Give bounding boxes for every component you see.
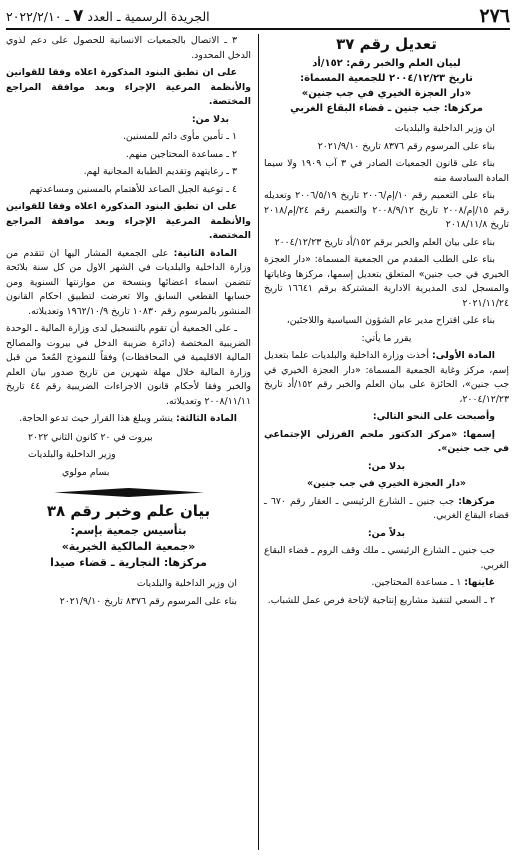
notice-37-subtitle-2: تاريخ ٢٠٠٤/١٢/٢٣ للجمعية المسماة: <box>300 73 473 84</box>
page-header <box>6 4 510 30</box>
request-reference: بناء على الطلب المقدم من الجمعية المسماة: «دار العجزة الخيري في جب جنين» المتعلق بتعديل إسمها، مركزها وغاياتها والمسجل لدى المديرية الادارية المشتركة برقم ١٦٦٤١ تاريخ ٢٠٢١/١١/٢٤ <box>264 254 509 309</box>
article-1-text: أخذت وزارة الداخلية والبلديات علما بتعديل إسم، مركز وغاية الجمعية المسماة: «دار العجزة الخيري في جب جنين»، الحائزة على بيان العلم والخبر رقم ١٥٢/أد تاريخ ٢٠٠٤/١٢/٢٣، <box>264 350 509 405</box>
signature-place-date: بيروت في ٢٠ كانون الثاني ٢٠٢٢ <box>28 431 153 443</box>
tax-registration: ـ على الجمعية أن تقوم بالتسجيل لدى وزارة المالية ـ الوحدة الضريبية المختصة (دائرة ضريبة الدخل في بيروت والمصالح المالية الاقليمية في المحافظات) وفقاً للنموذج المُعدّ من قبل وزارة المالية خلال مهلة شهرين من تاريخ صدور بيان العلم والخبر وفقا لأحكام قانون الاجراءات الضريبية رقم ٤٤ تاريخ ٢٠٠٨/١١/١١ وتعديلاته. <box>6 323 251 407</box>
notice-37-subtitle-3: «دار العجزة الخيري في جب جنين» <box>301 88 472 99</box>
notice-38-subtitle-2: «جمعية المالكية الخيرية» <box>61 540 196 553</box>
name-label: إسمها: <box>462 428 495 440</box>
compliance-note-1: على ان تطبق البنود المذكورة اعلاه وفقا للقوانين والأنظمة المرعية الإجراء وبعد موافقة المراجع المختصة. <box>6 67 251 107</box>
old-goal-4: ٤ ـ توعية الجيل الصاعد للأهتمام بالمسنين ومساعدتهم <box>29 183 237 195</box>
law-reference: بناء على قانون الجمعيات الصادر في ٣ آب ١٩٠٩ ولا سيما المادة السادسة منه <box>264 158 509 184</box>
article-2-text: على الجمعية المشار اليها ان تتقدم من وزارة الداخلية والبلديات في الشهر الاول من كل سنة بلائحة تتضمن اسماء اعضائها وبنسخة من موازنتها السنوية ومن حسابها القطعي السابق والا تعرضت لتطبيق احكام القانون المنشور بالمرسوم رقم ١٠٨٣٠ تاريخ ١٩٦٢/١٠/٩ وتعديلاته. <box>6 247 251 317</box>
right-column <box>264 34 509 611</box>
instead-label-2: بدلاً من: <box>367 527 406 539</box>
circular-reference: بناء على التعميم رقم ١٠/إم/٢٠٠٦ تاريخ ٢٠٠٦/٥/١٩ وتعديله رقم ١٥/إم/٢٠٠٨ تاريخ ٢٠٠٨/٩/١٢ والتعميم رقم ٢٤/إم/٢٠١٨ تاريخ ٢٠١٨/١١/٨ <box>264 190 509 230</box>
gazette-title: الجريدة الرسمية ـ العدد <box>87 9 210 24</box>
section-separator <box>6 488 251 497</box>
notice-38-decree-reference: بناء على المرسوم رقم ٨٣٧٦ تاريخ ٢٠٢١/٩/١٠ <box>59 595 237 607</box>
notice-37-subtitle-4: مركزها: جب جنين ـ قضاء البقاع الغربي <box>290 103 483 114</box>
goal-3-continued: ٣ ـ الاتصال بالجمعيات الانسانية للحصول على دعم لذوي الدخل المحدود. <box>6 35 251 61</box>
old-goal-2: ٢ ـ مساعدة المحتاجين منهم. <box>125 148 237 160</box>
instead-label-1: بدلا من: <box>367 460 406 472</box>
article-2-label: المادة الثانية: <box>173 247 237 259</box>
article-1 <box>264 349 509 407</box>
decree-reference: بناء على المرسوم رقم ٨٣٧٦ تاريخ ٢٠٢١/٩/١٠ <box>317 140 495 152</box>
article-1-label: المادة الأولى: <box>432 350 495 361</box>
instead-label-3: بدلا من: <box>191 113 229 125</box>
article-3 <box>6 412 251 427</box>
signature-title: وزير الداخلية والبلديات <box>28 449 116 460</box>
minister-line: ان وزير الداخلية والبلديات <box>394 123 495 134</box>
compliance-note-2: على ان تطبق البنود المذكورة اعلاه وفقا للقوانين والأنظمة المرعية الإجراء وبعد موافقة المراجع المختصة. <box>6 201 251 241</box>
notice-38-minister-line: ان وزير الداخلية والبلديات <box>136 578 237 589</box>
hq-value: جب جنين ـ الشارع الرئيسي ـ العقار رقم ٦٧٠ ـ قضاء البقاع الغربي. <box>264 495 509 521</box>
notice-38-subtitle-3: مركزها: النجارية ـ قضاء صيدا <box>50 556 207 569</box>
separator-ornament-icon <box>54 488 204 497</box>
new-name <box>264 428 509 457</box>
notice-38-title: بيان علم وخبر رقم ٣٨ <box>46 502 211 520</box>
old-hq: جب جنين ـ الشارع الرئيسي ـ ملك وقف الروم ـ قضاء البقاع الغربي. <box>264 545 509 571</box>
hq-label: مركزها: <box>458 495 495 507</box>
proposal-reference: بناء على اقتراح مدير عام الشؤون السياسية واللاجئين، <box>286 315 495 326</box>
notice-reference: بناء على بيان العلم والخبر برقم ١٥٢/أد تاريخ ٢٠٠٤/١٢/٢٣ <box>274 236 495 248</box>
article-2 <box>6 247 251 320</box>
article-3-text: ينشر ويبلغ هذا القرار حيث تدعو الحاجة. <box>19 413 173 424</box>
name-value: «مركز الدكتور ملحم الفرزلي الإجتماعي في جب جنين». <box>264 428 509 454</box>
goal-1: ١ ـ مساعدة المحتاجين. <box>371 577 462 588</box>
after-modification: وأصبحت على النحو التالي: <box>372 411 495 422</box>
left-column <box>6 34 251 612</box>
page-number: ٢٧٦ <box>479 5 510 27</box>
old-goal-3: ٣ ـ رعايتهم وتقديم الطبابة المجانية لهم. <box>83 166 237 177</box>
goals <box>264 576 509 591</box>
goal-2: ٢ ـ السعي لتنفيذ مشاريع إنتاجية لإتاحة فرص عمل للشباب. <box>267 594 495 606</box>
article-3-label: المادة الثالثة: <box>175 413 237 424</box>
notice-38-subtitle-1: بتأسيس جمعية بإسم: <box>70 524 187 537</box>
notice-37-title: تعديل رقم ٣٧ <box>336 35 437 53</box>
decides-line: يقرر ما يأتي: <box>361 332 412 344</box>
issue-date: ـ ٢٠٢٢/٢/١٠ <box>6 9 70 24</box>
column-divider <box>258 34 259 850</box>
old-name: «دار العجزة الخيري في جب جنين» <box>307 478 466 489</box>
issue-number: ٧ <box>73 6 84 26</box>
old-goal-1: ١ ـ تأمين مأوى دائم للمسنين. <box>122 131 237 142</box>
new-hq <box>264 495 509 524</box>
signature-name: بسام مولوي <box>62 466 110 478</box>
goals-label: غايتها: <box>464 577 495 588</box>
notice-37-subtitle-1: لبيان العلم والخبر رقم: ١٥٢/أد <box>312 58 461 69</box>
gazette-masthead <box>6 6 210 26</box>
